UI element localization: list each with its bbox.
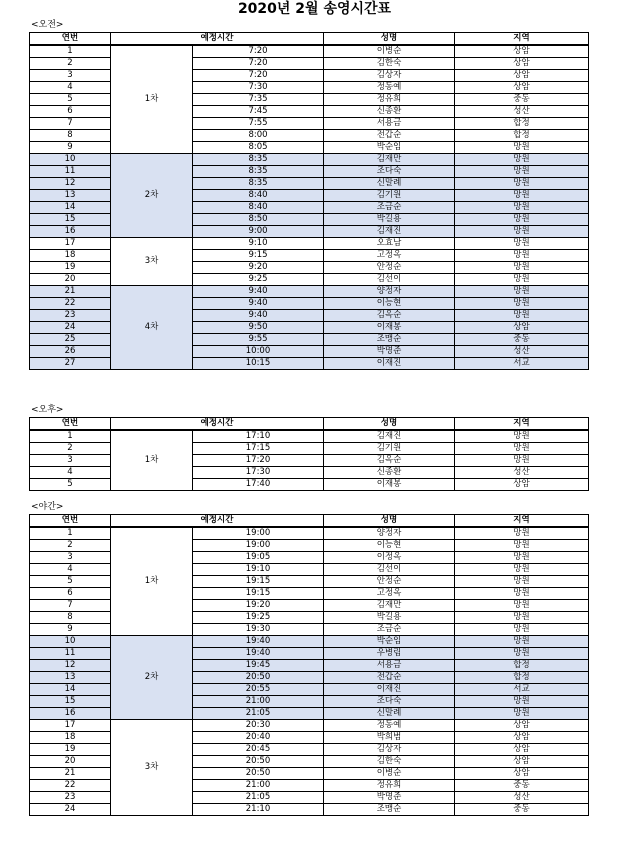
person-name: 조맹순 <box>324 804 455 816</box>
header-num: 연번 <box>30 418 111 431</box>
header-time: 예정시간 <box>111 515 324 528</box>
region: 망원 <box>455 696 589 708</box>
row-number: 10 <box>30 154 111 166</box>
region: 망원 <box>455 552 589 564</box>
region: 망원 <box>455 636 589 648</box>
row-number: 17 <box>30 238 111 250</box>
person-name: 김한숙 <box>324 58 455 70</box>
row-number: 7 <box>30 118 111 130</box>
scheduled-time: 19:40 <box>193 636 324 648</box>
person-name: 김재진 <box>324 430 455 443</box>
person-name: 오효남 <box>324 238 455 250</box>
region: 중동 <box>455 780 589 792</box>
group-label: 1차 <box>111 45 193 154</box>
scheduled-time: 17:10 <box>193 430 324 443</box>
scheduled-time: 7:35 <box>193 94 324 106</box>
person-name: 이병순 <box>324 45 455 58</box>
schedule-table <box>29 417 589 491</box>
person-name: 박명준 <box>324 346 455 358</box>
region: 망원 <box>455 624 589 636</box>
scheduled-time: 20:50 <box>193 768 324 780</box>
row-number: 26 <box>30 346 111 358</box>
row-number: 4 <box>30 467 111 479</box>
person-name: 박순임 <box>324 142 455 154</box>
region: 망원 <box>455 600 589 612</box>
row-number: 8 <box>30 612 111 624</box>
row-number: 15 <box>30 696 111 708</box>
region: 망원 <box>455 564 589 576</box>
region: 합정 <box>455 660 589 672</box>
scheduled-time: 19:20 <box>193 600 324 612</box>
person-name: 김기원 <box>324 443 455 455</box>
schedule-table <box>29 514 589 816</box>
person-name: 양정자 <box>324 527 455 540</box>
header-region: 지역 <box>455 515 589 528</box>
row-number: 19 <box>30 262 111 274</box>
table-row <box>30 430 589 443</box>
person-name: 박명준 <box>324 792 455 804</box>
region: 망원 <box>455 540 589 552</box>
scheduled-time: 17:15 <box>193 443 324 455</box>
region: 성산 <box>455 106 589 118</box>
person-name: 전갑순 <box>324 130 455 142</box>
scheduled-time: 19:00 <box>193 527 324 540</box>
header-region: 지역 <box>455 418 589 431</box>
region: 합정 <box>455 672 589 684</box>
person-name: 이능현 <box>324 298 455 310</box>
scheduled-time: 8:40 <box>193 190 324 202</box>
region: 망원 <box>455 274 589 286</box>
section-morning <box>29 19 588 370</box>
scheduled-time: 9:55 <box>193 334 324 346</box>
person-name: 신말례 <box>324 178 455 190</box>
scheduled-time: 7:55 <box>193 118 324 130</box>
region: 망원 <box>455 527 589 540</box>
region: 망원 <box>455 202 589 214</box>
row-number: 1 <box>30 430 111 443</box>
scheduled-time: 20:40 <box>193 732 324 744</box>
person-name: 이능현 <box>324 540 455 552</box>
person-name: 박길용 <box>324 612 455 624</box>
scheduled-time: 21:05 <box>193 792 324 804</box>
row-number: 11 <box>30 166 111 178</box>
region: 서교 <box>455 684 589 696</box>
scheduled-time: 9:10 <box>193 238 324 250</box>
scheduled-time: 19:15 <box>193 588 324 600</box>
scheduled-time: 20:50 <box>193 672 324 684</box>
region: 망원 <box>455 430 589 443</box>
scheduled-time: 9:40 <box>193 310 324 322</box>
person-name: 이재봉 <box>324 322 455 334</box>
person-name: 김재만 <box>324 154 455 166</box>
row-number: 18 <box>30 732 111 744</box>
region: 망원 <box>455 190 589 202</box>
person-name: 정동예 <box>324 82 455 94</box>
region: 망원 <box>455 238 589 250</box>
row-number: 5 <box>30 576 111 588</box>
header-name: 성명 <box>324 418 455 431</box>
scheduled-time: 8:05 <box>193 142 324 154</box>
person-name: 이재진 <box>324 358 455 370</box>
person-name: 김재만 <box>324 600 455 612</box>
section-label: <오전> <box>31 20 64 30</box>
scheduled-time: 21:10 <box>193 804 324 816</box>
header-name: 성명 <box>324 515 455 528</box>
scheduled-time: 20:30 <box>193 720 324 732</box>
row-number: 18 <box>30 250 111 262</box>
table-row <box>30 286 589 298</box>
scheduled-time: 8:00 <box>193 130 324 142</box>
table-row <box>30 527 589 540</box>
scheduled-time: 20:55 <box>193 684 324 696</box>
person-name: 안정순 <box>324 576 455 588</box>
row-number: 22 <box>30 780 111 792</box>
scheduled-time: 19:00 <box>193 540 324 552</box>
row-number: 27 <box>30 358 111 370</box>
person-name: 김옥순 <box>324 455 455 467</box>
group-label: 3차 <box>111 720 193 816</box>
person-name: 이재진 <box>324 684 455 696</box>
row-number: 24 <box>30 804 111 816</box>
scheduled-time: 21:05 <box>193 708 324 720</box>
scheduled-time: 8:50 <box>193 214 324 226</box>
row-number: 25 <box>30 334 111 346</box>
region: 성산 <box>455 346 589 358</box>
table-row <box>30 45 589 58</box>
row-number: 24 <box>30 322 111 334</box>
row-number: 9 <box>30 142 111 154</box>
row-number: 16 <box>30 708 111 720</box>
region: 상암 <box>455 732 589 744</box>
row-number: 17 <box>30 720 111 732</box>
region: 망원 <box>455 154 589 166</box>
row-number: 7 <box>30 600 111 612</box>
person-name: 조다숙 <box>324 696 455 708</box>
person-name: 신종환 <box>324 106 455 118</box>
row-number: 4 <box>30 82 111 94</box>
row-number: 20 <box>30 274 111 286</box>
row-number: 2 <box>30 540 111 552</box>
person-name: 김상자 <box>324 744 455 756</box>
person-name: 안정순 <box>324 262 455 274</box>
scheduled-time: 20:45 <box>193 744 324 756</box>
scheduled-time: 19:30 <box>193 624 324 636</box>
person-name: 이재봉 <box>324 479 455 491</box>
header-num: 연번 <box>30 515 111 528</box>
row-number: 5 <box>30 94 111 106</box>
scheduled-time: 19:40 <box>193 648 324 660</box>
person-name: 박순임 <box>324 636 455 648</box>
row-number: 1 <box>30 527 111 540</box>
region: 망원 <box>455 214 589 226</box>
person-name: 정유희 <box>324 94 455 106</box>
scheduled-time: 17:20 <box>193 455 324 467</box>
region: 망원 <box>455 443 589 455</box>
section-afternoon <box>29 404 588 491</box>
region: 망원 <box>455 648 589 660</box>
person-name: 김기원 <box>324 190 455 202</box>
person-name: 조금순 <box>324 624 455 636</box>
person-name: 조다숙 <box>324 166 455 178</box>
scheduled-time: 7:20 <box>193 70 324 82</box>
header-num: 연번 <box>30 33 111 46</box>
table-row <box>30 720 589 732</box>
row-number: 6 <box>30 588 111 600</box>
person-name: 고정옥 <box>324 588 455 600</box>
group-label: 1차 <box>111 527 193 636</box>
person-name: 조금순 <box>324 202 455 214</box>
region: 상암 <box>455 744 589 756</box>
section-evening <box>29 501 588 816</box>
scheduled-time: 9:40 <box>193 298 324 310</box>
region: 망원 <box>455 310 589 322</box>
region: 상암 <box>455 720 589 732</box>
row-number: 10 <box>30 636 111 648</box>
group-label: 1차 <box>111 430 193 491</box>
scheduled-time: 21:00 <box>193 696 324 708</box>
region: 상암 <box>455 70 589 82</box>
row-number: 12 <box>30 178 111 190</box>
scheduled-time: 7:45 <box>193 106 324 118</box>
region: 망원 <box>455 262 589 274</box>
row-number: 14 <box>30 684 111 696</box>
region: 상암 <box>455 82 589 94</box>
scheduled-time: 19:05 <box>193 552 324 564</box>
scheduled-time: 9:40 <box>193 286 324 298</box>
scheduled-time: 9:00 <box>193 226 324 238</box>
person-name: 신말례 <box>324 708 455 720</box>
scheduled-time: 17:40 <box>193 479 324 491</box>
row-number: 12 <box>30 660 111 672</box>
person-name: 김선이 <box>324 274 455 286</box>
person-name: 고정옥 <box>324 250 455 262</box>
person-name: 신종환 <box>324 467 455 479</box>
person-name: 박희범 <box>324 732 455 744</box>
scheduled-time: 7:20 <box>193 45 324 58</box>
scheduled-time: 9:15 <box>193 250 324 262</box>
scheduled-time: 21:00 <box>193 780 324 792</box>
region: 상암 <box>455 479 589 491</box>
row-number: 2 <box>30 58 111 70</box>
region: 망원 <box>455 250 589 262</box>
row-number: 3 <box>30 455 111 467</box>
person-name: 정동예 <box>324 720 455 732</box>
row-number: 11 <box>30 648 111 660</box>
row-number: 1 <box>30 45 111 58</box>
table-row <box>30 154 589 166</box>
row-number: 21 <box>30 286 111 298</box>
region: 망원 <box>455 142 589 154</box>
group-label: 4차 <box>111 286 193 370</box>
row-number: 20 <box>30 756 111 768</box>
scheduled-time: 8:35 <box>193 154 324 166</box>
scheduled-time: 19:15 <box>193 576 324 588</box>
row-number: 16 <box>30 226 111 238</box>
scheduled-time: 9:50 <box>193 322 324 334</box>
region: 중동 <box>455 334 589 346</box>
region: 합정 <box>455 118 589 130</box>
table-row <box>30 636 589 648</box>
header-name: 성명 <box>324 33 455 46</box>
region: 망원 <box>455 455 589 467</box>
region: 망원 <box>455 576 589 588</box>
region: 망원 <box>455 166 589 178</box>
header-time: 예정시간 <box>111 418 324 431</box>
group-label: 3차 <box>111 238 193 286</box>
region: 서교 <box>455 358 589 370</box>
row-number: 3 <box>30 70 111 82</box>
person-name: 이정옥 <box>324 552 455 564</box>
row-number: 5 <box>30 479 111 491</box>
region: 상암 <box>455 756 589 768</box>
row-number: 8 <box>30 130 111 142</box>
header-row <box>30 418 589 431</box>
region: 상암 <box>455 58 589 70</box>
scheduled-time: 19:10 <box>193 564 324 576</box>
person-name: 이병순 <box>324 768 455 780</box>
region: 망원 <box>455 226 589 238</box>
row-number: 21 <box>30 768 111 780</box>
row-number: 22 <box>30 298 111 310</box>
section-label: <야간> <box>31 502 64 512</box>
region: 망원 <box>455 286 589 298</box>
person-name: 김재진 <box>324 226 455 238</box>
region: 상암 <box>455 768 589 780</box>
person-name: 전갑순 <box>324 672 455 684</box>
person-name: 우병림 <box>324 648 455 660</box>
person-name: 조맹순 <box>324 334 455 346</box>
region: 망원 <box>455 612 589 624</box>
person-name: 정유희 <box>324 780 455 792</box>
scheduled-time: 10:00 <box>193 346 324 358</box>
person-name: 김선이 <box>324 564 455 576</box>
row-number: 13 <box>30 672 111 684</box>
scheduled-time: 7:20 <box>193 58 324 70</box>
person-name: 서용금 <box>324 660 455 672</box>
row-number: 3 <box>30 552 111 564</box>
region: 중동 <box>455 94 589 106</box>
region: 중동 <box>455 804 589 816</box>
scheduled-time: 19:25 <box>193 612 324 624</box>
scheduled-time: 8:35 <box>193 166 324 178</box>
person-name: 박길용 <box>324 214 455 226</box>
row-number: 23 <box>30 310 111 322</box>
region: 망원 <box>455 708 589 720</box>
row-number: 6 <box>30 106 111 118</box>
row-number: 14 <box>30 202 111 214</box>
region: 합정 <box>455 130 589 142</box>
row-number: 9 <box>30 624 111 636</box>
region: 성산 <box>455 792 589 804</box>
scheduled-time: 9:20 <box>193 262 324 274</box>
section-label: <오후> <box>31 405 64 415</box>
group-label: 2차 <box>111 154 193 238</box>
person-name: 서용금 <box>324 118 455 130</box>
region: 상암 <box>455 322 589 334</box>
scheduled-time: 8:35 <box>193 178 324 190</box>
scheduled-time: 9:25 <box>193 274 324 286</box>
region: 망원 <box>455 178 589 190</box>
person-name: 양정자 <box>324 286 455 298</box>
person-name: 김옥순 <box>324 310 455 322</box>
region: 상암 <box>455 45 589 58</box>
group-label: 2차 <box>111 636 193 720</box>
scheduled-time: 8:40 <box>193 202 324 214</box>
person-name: 김한숙 <box>324 756 455 768</box>
header-row <box>30 515 589 528</box>
row-number: 4 <box>30 564 111 576</box>
header-row <box>30 33 589 46</box>
scheduled-time: 17:30 <box>193 467 324 479</box>
person-name: 김상자 <box>324 70 455 82</box>
region: 망원 <box>455 588 589 600</box>
header-region: 지역 <box>455 33 589 46</box>
scheduled-time: 10:15 <box>193 358 324 370</box>
schedule-table <box>29 32 589 370</box>
region: 성산 <box>455 467 589 479</box>
scheduled-time: 7:30 <box>193 82 324 94</box>
table-row <box>30 238 589 250</box>
scheduled-time: 19:45 <box>193 660 324 672</box>
row-number: 19 <box>30 744 111 756</box>
region: 망원 <box>455 298 589 310</box>
page-title: 2020년 2월 송영시간표 <box>237 1 392 17</box>
row-number: 13 <box>30 190 111 202</box>
row-number: 15 <box>30 214 111 226</box>
scheduled-time: 20:50 <box>193 756 324 768</box>
header-time: 예정시간 <box>111 33 324 46</box>
row-number: 2 <box>30 443 111 455</box>
row-number: 23 <box>30 792 111 804</box>
